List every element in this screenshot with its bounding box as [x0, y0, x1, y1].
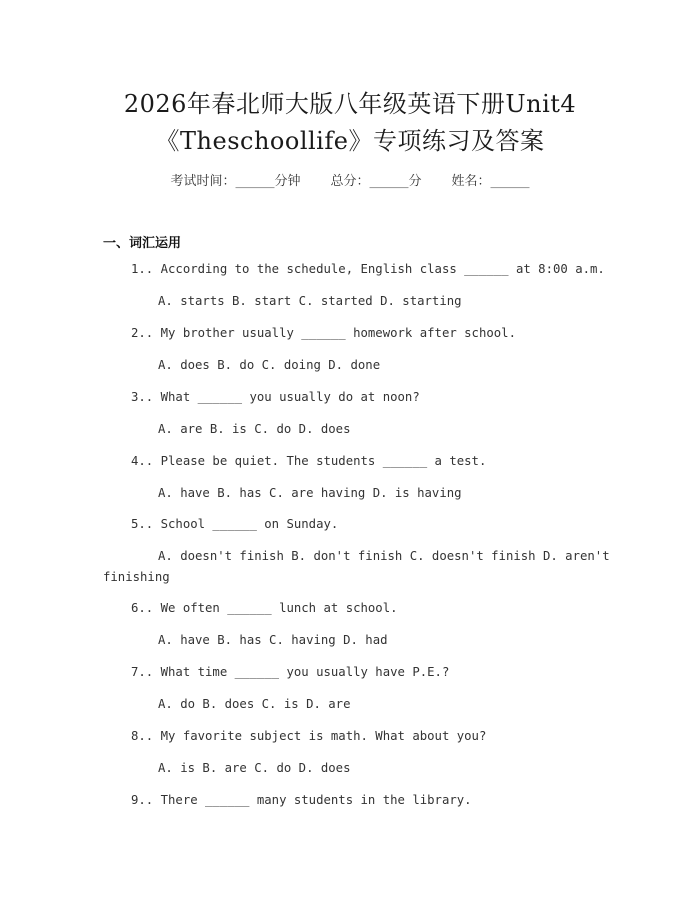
- page-title-line1: 2026年春北师大版八年级英语下册Unit4: [123, 90, 577, 118]
- question-4: 4.. Please be quiet. The students ______ a test.: [131, 454, 487, 468]
- question-1-options: A. starts B. start C. started D. starting: [158, 294, 462, 308]
- question-3: 3.. What ______ you usually do at noon?: [131, 390, 420, 404]
- student-name: 姓名：______: [451, 174, 530, 189]
- exam-score: 总分：______分: [330, 174, 422, 189]
- question-8: 8.. My favorite subject is math. What about you?: [131, 729, 487, 743]
- question-5-options-continued: finishing: [103, 570, 170, 584]
- exam-meta: [0, 170, 700, 189]
- question-4-options: A. have B. has C. are having D. is having: [158, 486, 462, 500]
- question-7: 7.. What time ______ you usually have P.E.?: [131, 665, 450, 679]
- question-6-options: A. have B. has C. having D. had: [158, 633, 388, 647]
- question-3-options: A. are B. is C. do D. does: [158, 422, 351, 436]
- question-2-options: A. does B. do C. doing D. done: [158, 358, 381, 372]
- section-heading: 一、词汇运用: [103, 236, 182, 251]
- question-6: 6.. We often ______ lunch at school.: [131, 601, 398, 615]
- question-5-options: A. doesn't finish B. don't finish C. doesn't finish D. aren't: [158, 549, 610, 563]
- exam-time: 考试时间：______分钟: [170, 174, 301, 189]
- question-2: 2.. My brother usually ______ homework after school.: [131, 326, 516, 340]
- page-title-line2: 《Theschoollife》专项练习及答案: [155, 127, 545, 155]
- question-7-options: A. do B. does C. is D. are: [158, 697, 351, 711]
- question-9: 9.. There ______ many students in the library.: [131, 793, 472, 807]
- question-5: 5.. School ______ on Sunday.: [131, 517, 339, 531]
- question-8-options: A. is B. are C. do D. does: [158, 761, 351, 775]
- question-1: 1.. According to the schedule, English class ______ at 8:00 a.m.: [131, 262, 605, 276]
